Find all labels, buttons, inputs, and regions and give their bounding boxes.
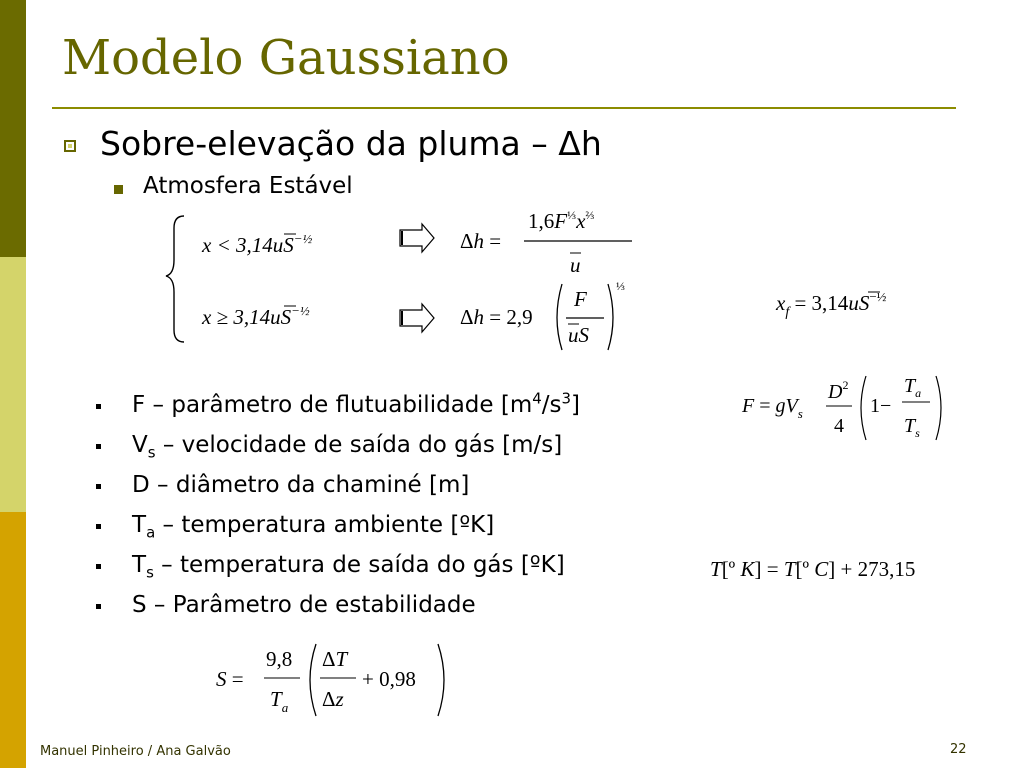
bullet-level2: Atmosfera Estável — [143, 173, 353, 199]
svg-text:F = gVs: $F = gV_s$ — [742, 395, 803, 421]
definition-D: D – diâmetro da chaminé [m] — [132, 472, 470, 498]
bullet-square-icon — [64, 140, 76, 152]
sidebar-band-bottom — [0, 512, 26, 768]
svg-text:xf = 3,14uS−½: $x_f = 3,14uS^{-\frac{1}{2}}$ — [776, 289, 887, 320]
footer-authors: Manuel Pinheiro / Ana Galvão — [40, 744, 231, 759]
stability-equation — [216, 640, 456, 720]
svg-text:D2: $D^2$ — [828, 378, 849, 403]
bullet-dot-icon — [96, 444, 101, 449]
case2-result-lhs: Δh = 2,9 — [460, 305, 533, 329]
xf-equation — [776, 288, 936, 328]
bullet-dot-icon — [96, 404, 101, 409]
implies-arrow-icon — [400, 304, 434, 332]
case2-frac-num: F — [574, 287, 587, 311]
definition-F: F – parâmetro de flutuabilidade $[m^4/s^3]$ — [132, 389, 580, 418]
bullet-level1: Sobre-elevação da pluma – Δh — [100, 124, 602, 163]
svg-text:9,8: 9,8 — [266, 647, 293, 671]
svg-text:Ta: $T_a$ — [904, 375, 922, 400]
temperature-conversion-equation — [710, 552, 1020, 586]
svg-text:S =: S = — [216, 667, 244, 691]
svg-text:⅓: ⅓ — [616, 279, 625, 293]
case1-condition: $x < 3,14uS^{-\frac{1}{2}}$ — [202, 231, 313, 257]
svg-text:Ts: $T_s$ — [904, 415, 920, 440]
plume-rise-equations — [160, 198, 660, 358]
slide-title: Modelo Gaussiano — [62, 30, 510, 86]
case1-result-den: u — [570, 253, 581, 277]
bullet-dot-icon — [96, 604, 101, 609]
definition-S: S – Parâmetro de estabilidade — [132, 592, 476, 618]
sidebar-band-top — [0, 0, 26, 257]
bullet-filled-square-icon — [114, 185, 123, 194]
bullet-dot-icon — [96, 524, 101, 529]
case2-condition: $x \ge 3,14uS^{-\frac{1}{2}}$ — [202, 303, 310, 329]
sidebar-band-middle — [0, 257, 26, 512]
svg-text:+ 0,98: + 0,98 — [362, 667, 416, 691]
page-number: 22 — [950, 742, 967, 757]
definition-Ts: $T_s$ – temperatura de saída do gás [ºK] — [132, 552, 565, 582]
svg-text:Δz: Δz — [322, 687, 344, 711]
implies-arrow-icon — [400, 224, 434, 252]
case1-result-lhs: Δh = — [460, 229, 502, 253]
buoyancy-equation — [742, 370, 962, 450]
bullet-dot-icon — [96, 564, 101, 569]
definition-Ta: $T_a$ – temperatura ambiente [ºK] — [132, 512, 495, 542]
left-brace — [166, 216, 184, 342]
case2-frac-den: uS — [568, 323, 589, 347]
svg-text:T[º K] = T[º C] + 273,15: T[º K] = T[º C] + 273,15 — [710, 557, 916, 581]
case1-result-num: $1,6F^{\frac{1}{3}}x^{\frac{2}{3}}$ — [528, 208, 595, 233]
title-divider — [52, 107, 956, 109]
svg-text:4: 4 — [834, 415, 844, 437]
svg-text:Ta: $T_a$ — [270, 687, 289, 715]
definition-Vs: $V_s$ – velocidade de saída do gás [m/s] — [132, 432, 563, 462]
bullet-dot-icon — [96, 484, 101, 489]
svg-text:ΔT: ΔT — [322, 647, 348, 671]
sidebar-decoration — [0, 0, 26, 768]
svg-text:1−: 1− — [870, 395, 892, 417]
